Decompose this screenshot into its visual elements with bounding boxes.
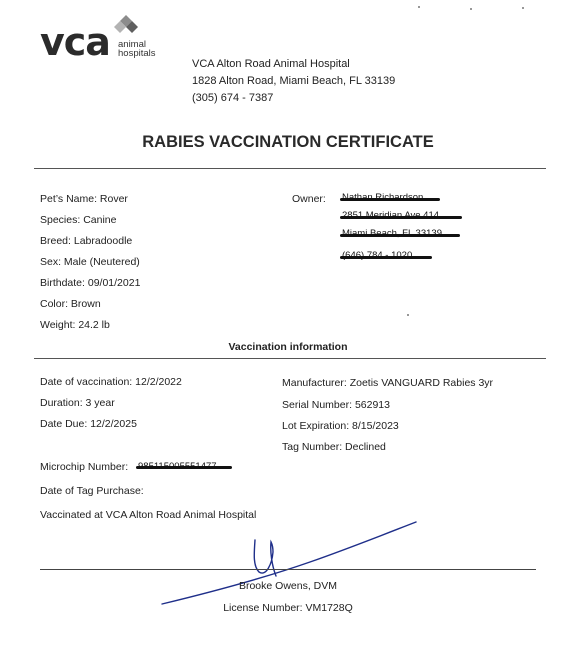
pet-birthdate: Birthdate: 09/01/2021 <box>40 277 141 289</box>
redaction-strike <box>340 256 432 259</box>
pet-name: Pet’s Name: Rover <box>40 193 128 205</box>
vaccination-due-date: Date Due: 12/2/2025 <box>40 418 137 430</box>
pet-sex: Sex: Male (Neutered) <box>40 256 140 268</box>
redaction-strike <box>340 198 440 201</box>
vaccination-duration: Duration: 3 year <box>40 397 115 409</box>
certificate-title: RABIES VACCINATION CERTIFICATE <box>142 133 434 151</box>
section-divider <box>34 358 546 359</box>
veterinarian-signature <box>160 518 422 610</box>
pet-breed: Breed: Labradoodle <box>40 235 133 247</box>
tag-number: Tag Number: Declined <box>282 441 386 453</box>
pet-weight: Weight: 24.2 lb <box>40 319 110 331</box>
logo-subtext-animal: animal <box>118 39 146 50</box>
pet-color: Color: Brown <box>40 298 101 310</box>
vca-logo-wordmark: vca <box>40 20 110 64</box>
veterinarian-name: Brooke Owens, DVM <box>238 580 338 592</box>
redaction-strike <box>136 466 232 469</box>
signature-line <box>40 569 536 570</box>
scan-speck <box>470 8 472 10</box>
license-number: License Number: VM1728Q <box>223 602 353 614</box>
microchip-label: Microchip Number: <box>40 461 129 473</box>
owner-label: Owner: <box>292 193 326 205</box>
vaccine-manufacturer: Manufacturer: Zoetis VANGUARD Rabies 3yr <box>282 377 494 389</box>
scan-speck <box>418 6 420 8</box>
scan-speck <box>407 314 409 316</box>
clinic-name: VCA Alton Road Animal Hospital <box>192 58 350 70</box>
vaccine-serial-number: Serial Number: 562913 <box>282 399 390 411</box>
redaction-strike <box>340 216 462 219</box>
vca-logo-mark-icon <box>114 15 140 39</box>
scan-speck <box>522 7 524 9</box>
logo-subtext-hospitals: hospitals <box>118 48 156 59</box>
redaction-strike <box>340 234 460 237</box>
tag-purchase-date: Date of Tag Purchase: <box>40 485 144 497</box>
clinic-phone: (305) 674 - 7387 <box>192 92 274 104</box>
vaccination-location: Vaccinated at VCA Alton Road Animal Hospital <box>40 509 257 521</box>
vaccination-date: Date of vaccination: 12/2/2022 <box>40 376 182 388</box>
title-divider <box>34 168 546 169</box>
pet-species: Species: Canine <box>40 214 117 226</box>
clinic-address: 1828 Alton Road, Miami Beach, FL 33139 <box>192 75 396 87</box>
vaccine-lot-expiration: Lot Expiration: 8/15/2023 <box>282 420 399 432</box>
vaccination-section-title: Vaccination information <box>228 341 348 353</box>
